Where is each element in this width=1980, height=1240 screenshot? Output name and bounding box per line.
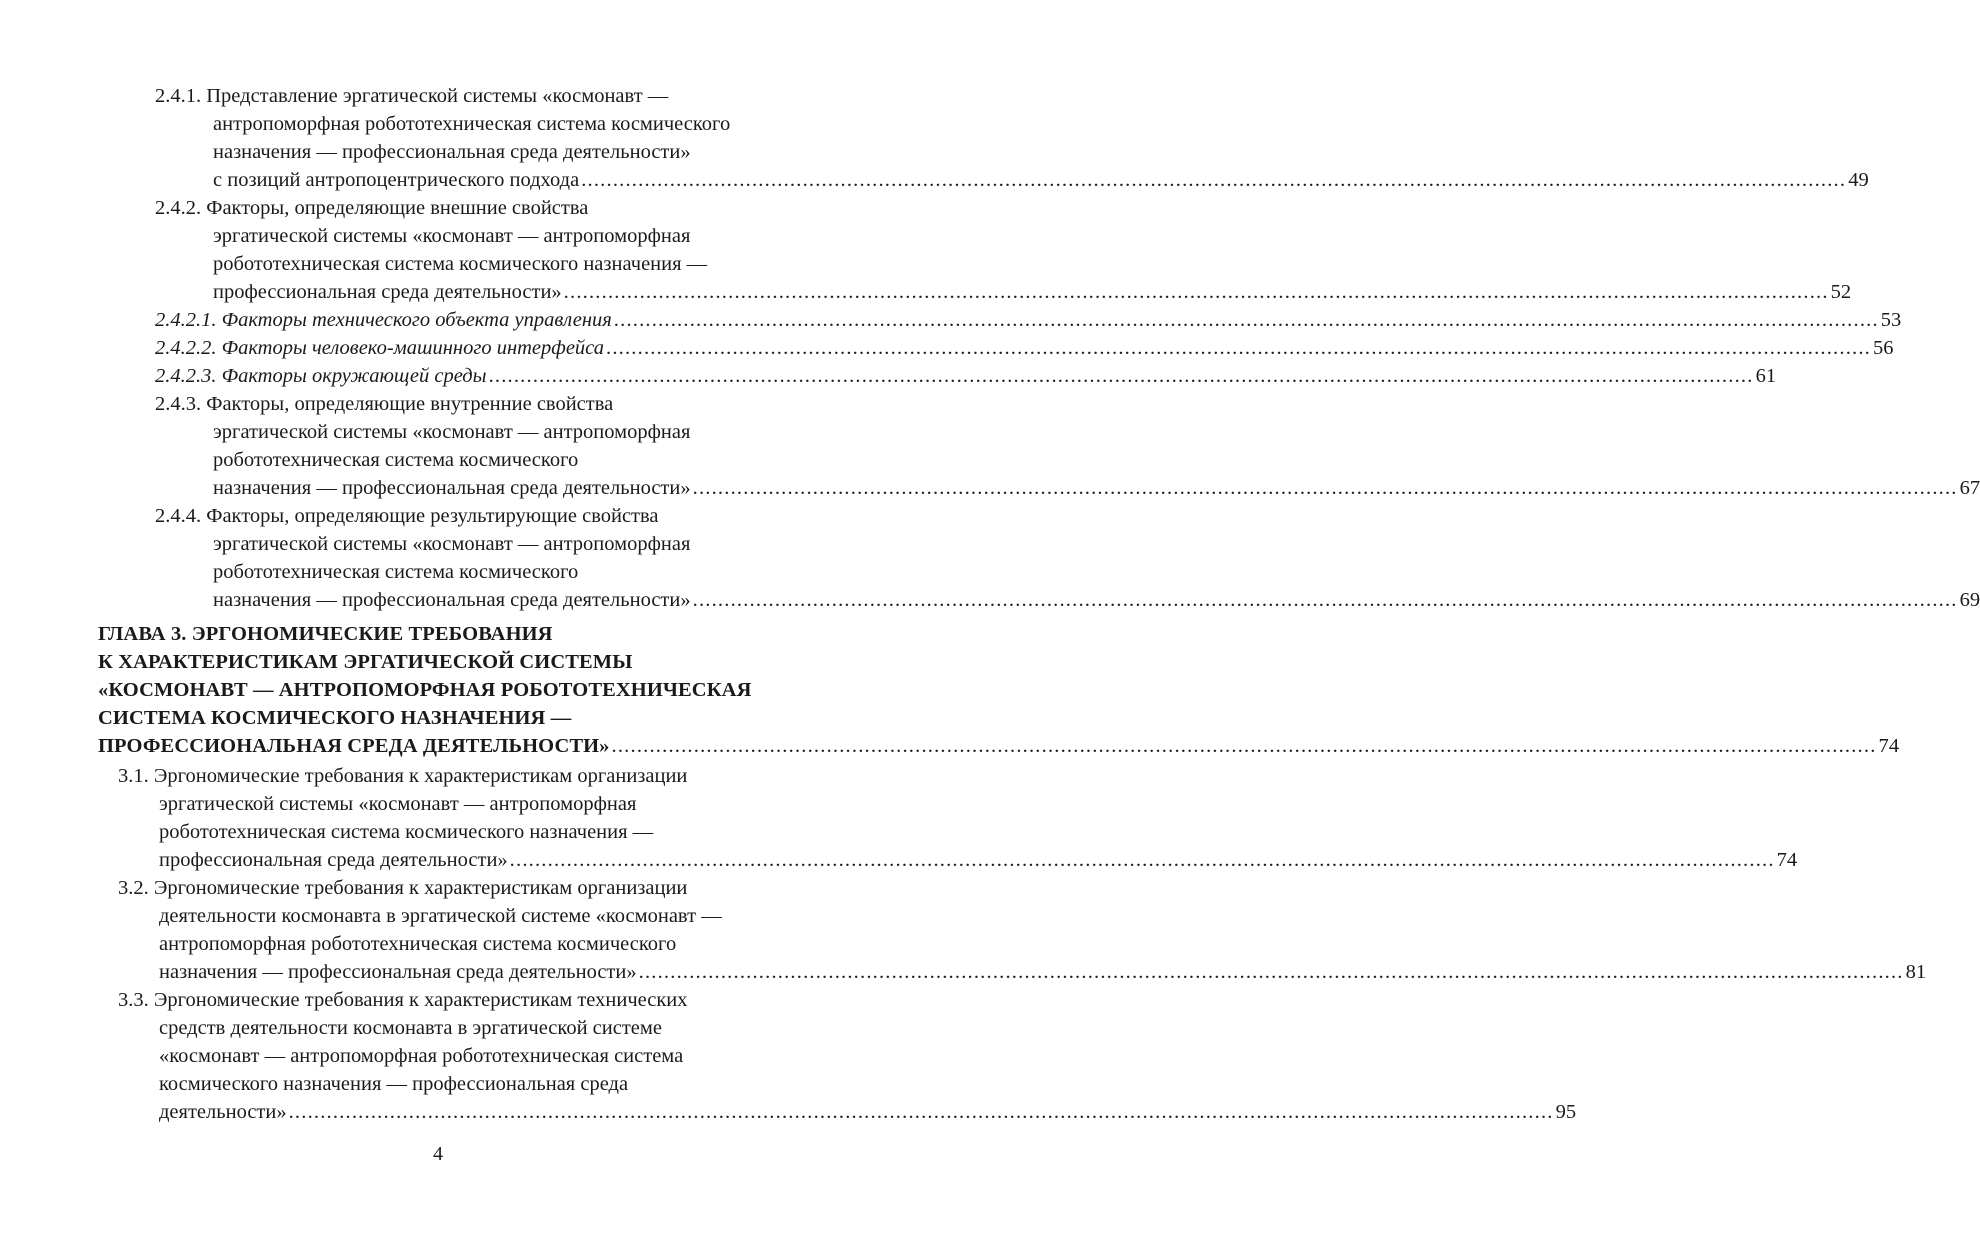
toc-entry-2-4-3-line-3 [213, 446, 578, 474]
toc-entry-3-3-line-4 [159, 1070, 628, 1098]
toc-page-number: 56 [1873, 337, 1894, 359]
toc-entry-text: «космонавт — антропоморфная робототехническая система [159, 1045, 684, 1067]
toc-entry-3-3-line-3 [159, 1042, 683, 1070]
page-number: 4 [433, 1143, 443, 1165]
toc-entry-2-4-4-line-2 [213, 530, 690, 558]
toc-page-number: 81 [1905, 961, 1927, 983]
toc-entry-text: робототехническая система космического назначения — [213, 253, 708, 275]
dot-leader: ........................................................................................................................................................................................................ [692, 589, 1958, 611]
dot-leader: ........................................................................................................................................................................................................ [509, 849, 1775, 871]
dot-leader: ........................................................................................................................................................................................................ [611, 735, 1877, 757]
toc-entry-3-1-line-1 [118, 762, 687, 790]
toc-entry-text: 2.4.2.2. Факторы человеко-машинного интерфейса [155, 337, 604, 359]
toc-entry-3-1-line-3 [159, 818, 653, 846]
chapter-heading-text: К ХАРАКТЕРИСТИКАМ ЭРГАТИЧЕСКОЙ СИСТЕМЫ [98, 651, 633, 673]
toc-entry-2-4-1-line-3 [213, 138, 691, 166]
chapter-heading-text: ГЛАВА 3. ЭРГОНОМИЧЕСКИЕ ТРЕБОВАНИЯ [98, 623, 553, 645]
toc-entry-text: 3.3. Эргономические требования к характеристикам технических [118, 989, 688, 1011]
toc-entry-text: эргатической системы «космонавт — антропоморфная [213, 225, 691, 247]
toc-entry-2-4-2-3 [155, 362, 1777, 390]
toc-entry-3-3-line-1 [118, 986, 688, 1014]
chapter-3-heading-line-3 [98, 676, 751, 704]
dot-leader: ........................................................................................................................................................................................................ [613, 309, 1879, 331]
toc-entry-2-4-2-line-2 [213, 222, 690, 250]
toc-entry-3-2-line-2 [159, 902, 722, 930]
toc-entry-text: робототехническая система космического [213, 561, 579, 583]
toc-entry-text: 2.4.1. Представление эргатической системы «космонавт — [155, 85, 669, 107]
toc-page-number: 52 [1830, 281, 1852, 303]
toc-entry-3-1-line-4 [159, 846, 1798, 874]
toc-entry-text: робототехническая система космического [213, 449, 579, 471]
toc-entry-3-3-line-2 [159, 1014, 662, 1042]
toc-page-number: 95 [1555, 1101, 1577, 1123]
toc-entry-text: деятельности» [159, 1101, 287, 1123]
chapter-3-heading-line-2 [98, 648, 632, 676]
toc-page-number: 49 [1848, 169, 1869, 191]
toc-entry-3-2-line-4 [159, 958, 1927, 986]
toc-entry-text: 2.4.3. Факторы, определяющие внутренние свойства [155, 393, 614, 415]
dot-leader: ........................................................................................................................................................................................................ [606, 337, 1871, 359]
toc-entry-2-4-4-line-3 [213, 558, 578, 586]
toc-entry-2-4-4-line-4 [213, 586, 1980, 614]
toc-entry-2-4-2-line-4 [213, 278, 1852, 306]
toc-entry-text: профессиональная среда деятельности» [213, 281, 562, 303]
toc-entry-text: эргатической системы «космонавт — антропоморфная [213, 533, 691, 555]
toc-page-number: 69 [1959, 589, 1980, 611]
toc-entry-text: 3.2. Эргономические требования к характеристикам организации [118, 877, 688, 899]
toc-entry-2-4-2-2 [155, 334, 1894, 362]
toc-entry-text: эргатической системы «космонавт — антропоморфная [213, 421, 691, 443]
toc-entry-2-4-3-line-2 [213, 418, 690, 446]
toc-entry-text: антропоморфная робототехническая система космического [213, 113, 731, 135]
toc-entry-text: антропоморфная робототехническая система космического [159, 933, 677, 955]
toc-entry-text: 2.4.2.1. Факторы технического объекта управления [155, 309, 612, 331]
toc-entry-3-1-line-2 [159, 790, 636, 818]
toc-entry-text: космического назначения — профессиональная среда [159, 1073, 629, 1095]
toc-page-number: 53 [1880, 309, 1902, 331]
toc-entry-text: 3.1. Эргономические требования к характеристикам организации [118, 765, 688, 787]
toc-entry-text: робототехническая система космического назначения — [159, 821, 654, 843]
chapter-3-heading-line-4 [98, 704, 571, 732]
toc-entry-2-4-2-line-3 [213, 250, 707, 278]
dot-leader: ........................................................................................................................................................................................................ [638, 961, 1904, 983]
toc-entry-2-4-4-line-1 [155, 502, 659, 530]
toc-entry-3-2-line-3 [159, 930, 676, 958]
toc-page-number: 67 [1959, 477, 1980, 499]
toc-entry-text: профессиональная среда деятельности» [159, 849, 508, 871]
toc-entry-text: назначения — профессиональная среда деятельности» [159, 961, 637, 983]
toc-entry-text: назначения — профессиональная среда деятельности» [213, 477, 691, 499]
toc-entry-3-2-line-1 [118, 874, 687, 902]
chapter-heading-text: «КОСМОНАВТ — АНТРОПОМОРФНАЯ РОБОТОТЕХНИЧЕСКАЯ [98, 679, 752, 701]
toc-entry-2-4-2-1 [155, 306, 1902, 334]
toc-entry-text: 2.4.2.3. Факторы окружающей среды [155, 365, 487, 387]
chapter-heading-text: ПРОФЕССИОНАЛЬНАЯ СРЕДА ДЕЯТЕЛЬНОСТИ» [98, 735, 610, 757]
toc-entry-2-4-1-line-2 [213, 110, 730, 138]
toc-entry-2-4-1-line-1 [155, 82, 668, 110]
toc-entry-2-4-2-line-1 [155, 194, 588, 222]
toc-entry-text: с позиций антропоцентрического подхода [213, 169, 580, 191]
chapter-heading-text: СИСТЕМА КОСМИЧЕСКОГО НАЗНАЧЕНИЯ — [98, 707, 572, 729]
toc-entry-3-3-line-5 [159, 1098, 1577, 1126]
toc-entry-text: 2.4.2. Факторы, определяющие внешние свойства [155, 197, 589, 219]
chapter-3-heading-line-1 [98, 620, 553, 648]
dot-leader: ........................................................................................................................................................................................................ [563, 281, 1829, 303]
dot-leader: ........................................................................................................................................................................................................ [488, 365, 1754, 387]
toc-entry-text: средств деятельности космонавта в эргатической системе [159, 1017, 662, 1039]
toc-entry-text: назначения — профессиональная среда деятельности» [213, 141, 691, 163]
toc-entry-2-4-3-line-4 [213, 474, 1980, 502]
toc-page-number: 74 [1878, 735, 1900, 757]
dot-leader: ........................................................................................................................................................................................................ [581, 169, 1847, 191]
toc-entry-2-4-1-line-4 [213, 166, 1869, 194]
toc-entry-2-4-3-line-1 [155, 390, 613, 418]
toc-entry-text: назначения — профессиональная среда деятельности» [213, 589, 691, 611]
toc-page-number: 61 [1755, 365, 1777, 387]
toc-entry-text: деятельности космонавта в эргатической системе «космонавт — [159, 905, 722, 927]
toc-entry-text: эргатической системы «космонавт — антропоморфная [159, 793, 637, 815]
toc-page-number: 74 [1776, 849, 1798, 871]
dot-leader: ........................................................................................................................................................................................................ [692, 477, 1958, 499]
toc-entry-text: 2.4.4. Факторы, определяющие результирующие свойства [155, 505, 659, 527]
chapter-3-heading-line-5 [98, 732, 1900, 760]
dot-leader: ........................................................................................................................................................................................................ [288, 1101, 1554, 1123]
